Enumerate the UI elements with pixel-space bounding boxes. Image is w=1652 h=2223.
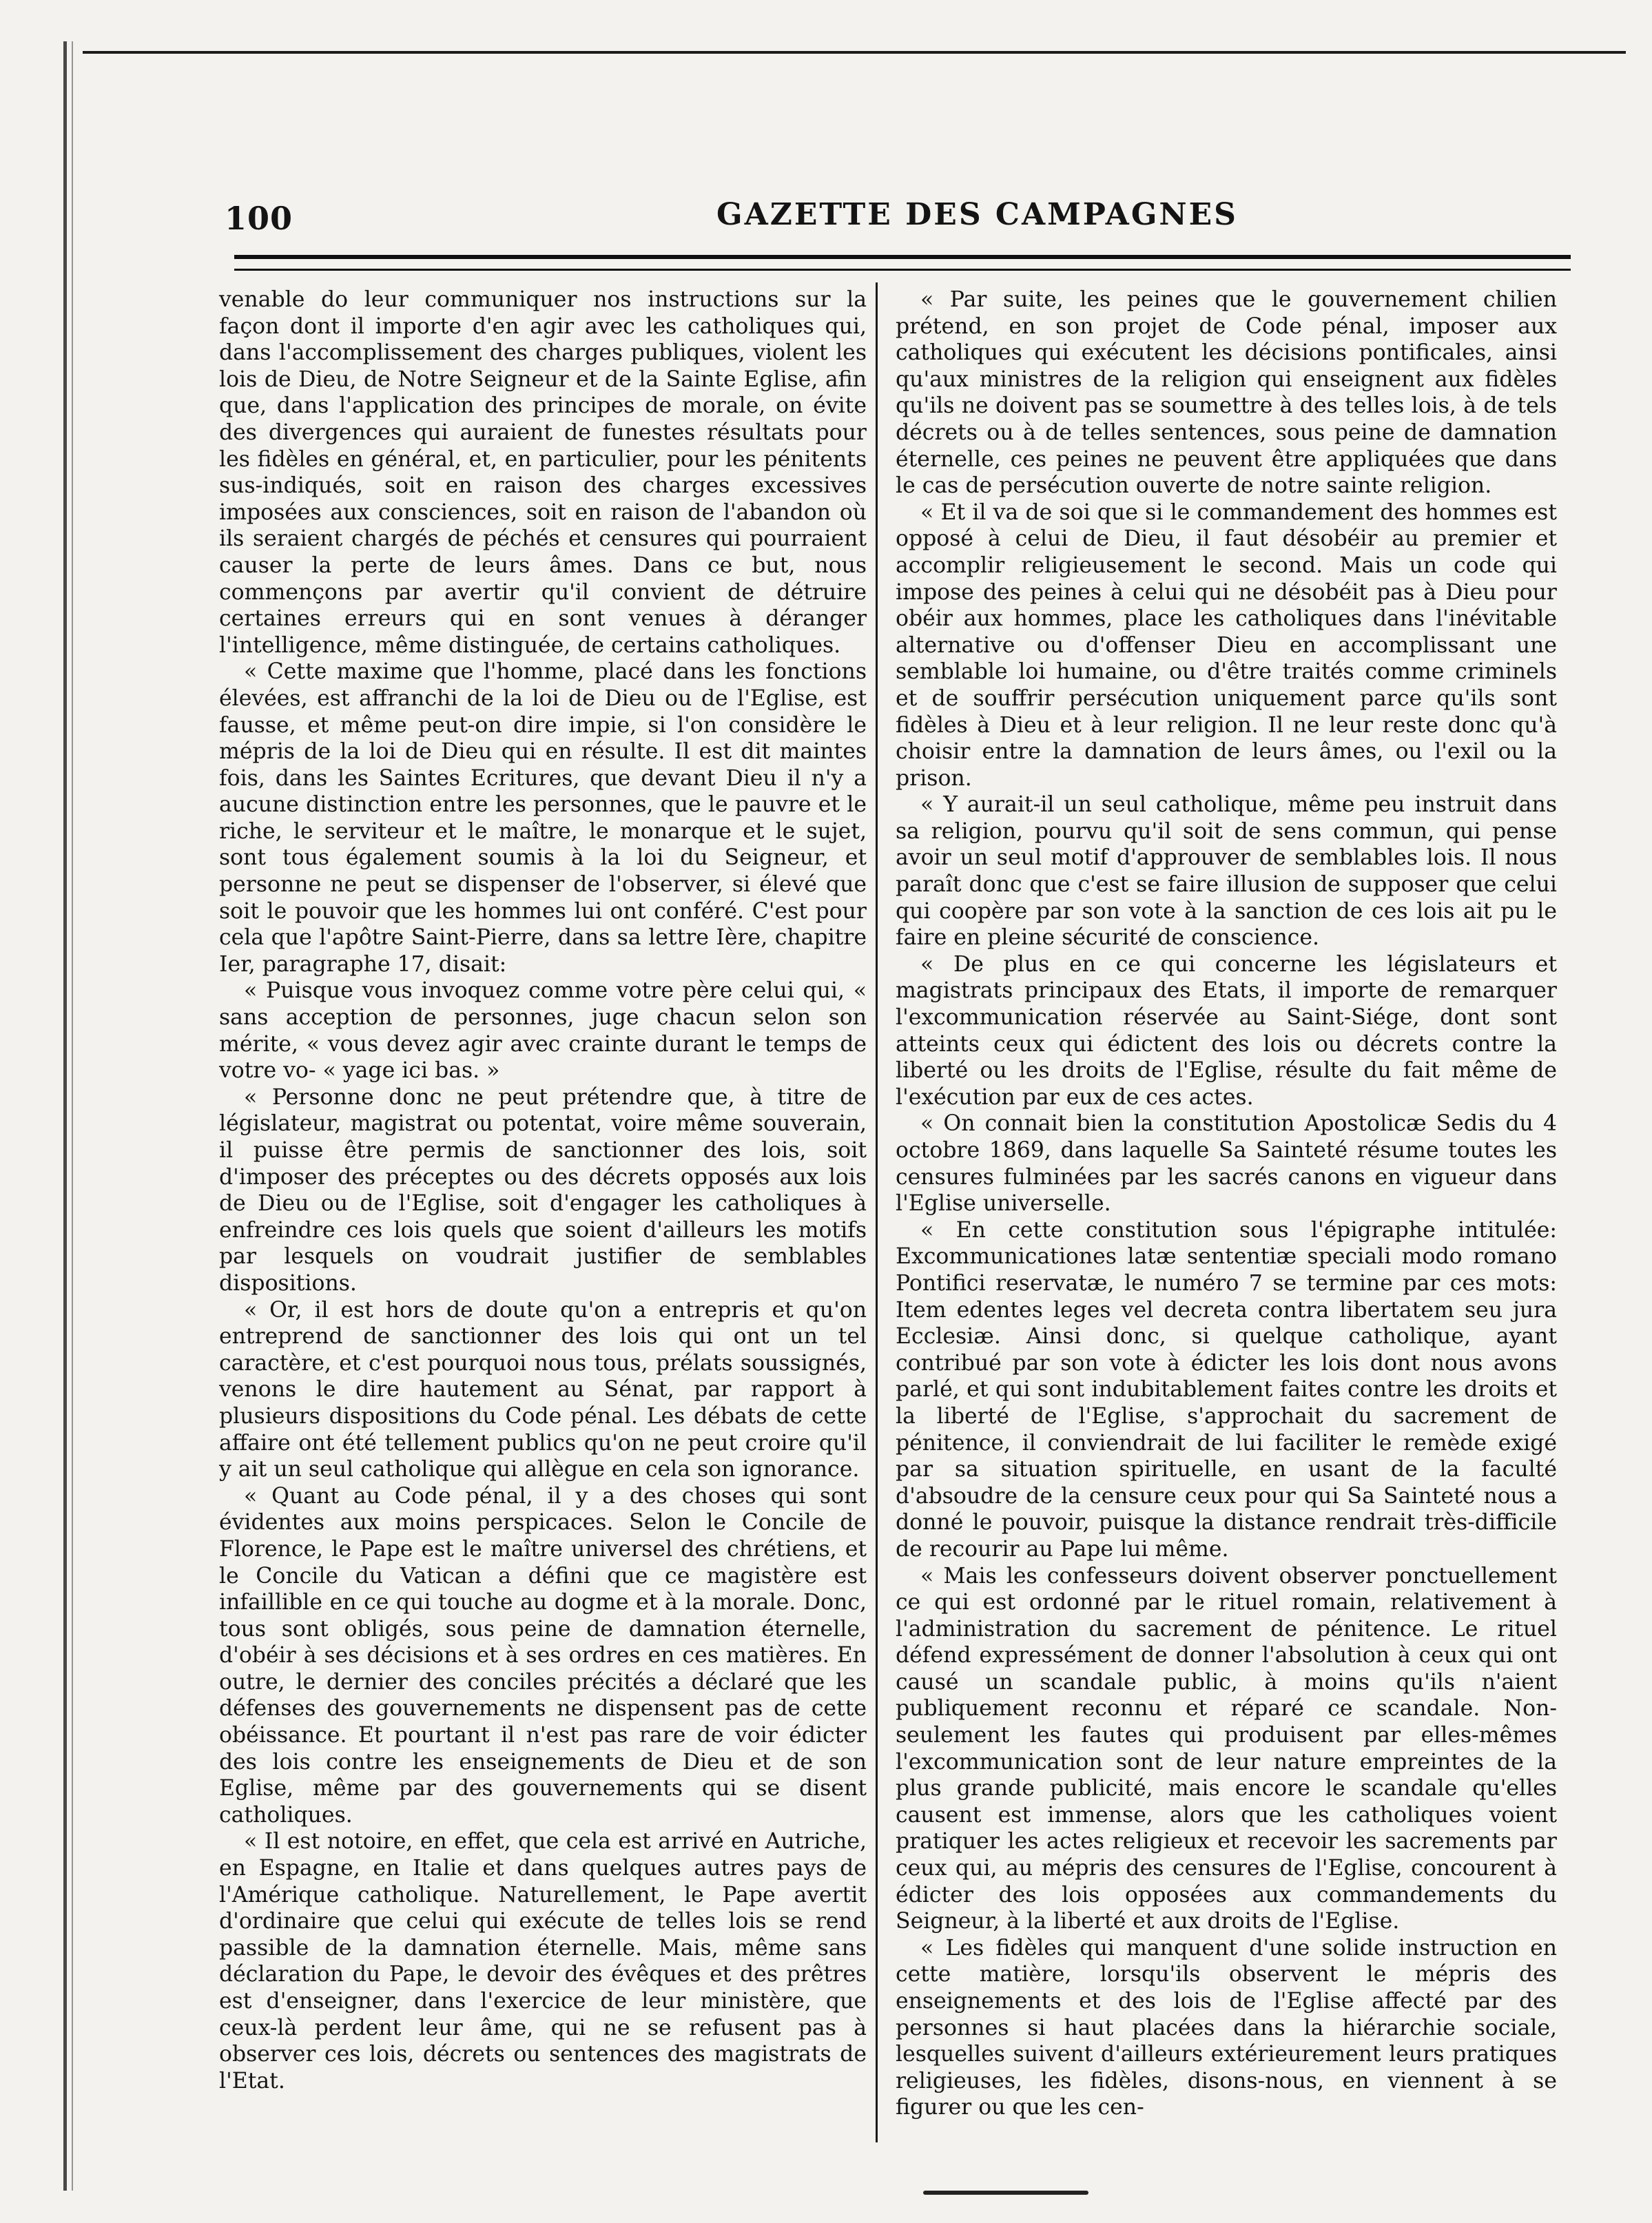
column-divider	[876, 282, 878, 2142]
paragraph: « De plus en ce qui concerne les législateurs et magistrats principaux des Etats, il importe de remarquer l'excommunication réservée au Saint-Siége, dont sont atteints ceux qui édictent des lois ou décrets contre la liberté ou les droits de l'Eglise, résulte du fait même de l'exécution par eux de ces actes.	[896, 951, 1557, 1110]
paragraph: « Les fidèles qui manquent d'une solide instruction en cette matière, lorsqu'ils observent le mépris des enseignements et des lois de l'Eglise affecté par des personnes si haut placées dans la hiérarchie sociale, lesquelles suivent d'ailleurs extérieurement leurs pratiques religieuses, les fidèles, disons-nous, en viennent à se figurer ou que les cen-	[896, 1935, 1557, 2120]
paragraph: « Il est notoire, en effet, que cela est arrivé en Autriche, en Espagne, en Italie et dans quelques autres pays de l'Amérique catholique. Naturellement, le Pape avertit d'ordinaire que celui qui exécute de telles lois se rend passible de la damnation éternelle. Mais, même sans déclaration du Pape, le devoir des évêques et des prêtres est d'enseigner, dans l'exercice de leur ministère, que ceux-là perdent leur âme, qui ne se refusent pas à observer ces lois, décrets ou sentences des magistrats de l'Etat.	[219, 1829, 867, 2093]
paragraph: « En cette constitution sous l'épigraphe intitulée: Excommunicationes latæ sententiæ speciali modo romano Pontifici reservatæ, le numéro 7 se termine par ces mots: Item edentes leges vel decreta contra libertatem seu jura Ecclesiæ. Ainsi donc, si quelque catholique, ayant contribué par son vote à édicter les lois dont nous avons parlé, et qui sont indubitablement faites contre les droits et la liberté de l'Eglise, s'approchait du sacrement de pénitence, il conviendrait de lui faciliter le remède exigé par sa situation spirituelle, en usant de la faculté d'absoudre de la censure ceux pour qui Sa Sainteté nous a donné le pouvoir, puisque la distance rendrait très-difficile de recourir au Pape lui même.	[896, 1217, 1557, 1562]
paragraph: « Par suite, les peines que le gouvernement chilien prétend, en son projet de Code pénal, imposer aux catholiques qui exécutent les décisions pontificales, ainsi qu'aux ministres de la religion qui enseignent aux fidèles qu'ils ne doivent pas se soumettre à des telles lois, à de tels décrets ou à de telles sentences, sous peine de damnation éternelle, ces peines ne peuvent être appliquées que dans le cas de persécution ouverte de notre sainte religion.	[896, 287, 1557, 499]
page-edge-rule	[63, 41, 67, 2191]
bottom-ornament	[923, 2191, 1088, 2195]
page-edge-rule-thin	[72, 41, 73, 2191]
paragraph: « Et il va de soi que si le commandement des hommes est opposé à celui de Dieu, il faut désobéir au premier et accomplir religieusement le second. Mais un code qui impose des peines à celui qui ne désobéit pas à Dieu pour obéir aux hommes, place les catholiques dans l'inévitable alternative ou d'offenser Dieu en accomplissant une semblable loi humaine, ou d'être traités comme criminels et de souffrir persécution uniquement parce qu'ils sont fidèles à Dieu et à leur religion. Il ne leur reste donc qu'à choisir entre la damnation de leurs âmes, ou l'exil ou la prison.	[896, 499, 1557, 791]
running-title: GAZETTE DES CAMPAGNES	[716, 197, 1238, 232]
paragraph: « Puisque vous invoquez comme votre père celui qui, « sans acception de personnes, juge chacun selon son mérite, « vous devez agir avec crainte durant le temps de votre vo- « yage ici bas. »	[219, 978, 867, 1084]
header-rule-thick	[234, 255, 1571, 259]
left-column	[219, 287, 867, 2094]
paragraph: « Mais les confesseurs doivent observer ponctuellement ce qui est ordonné par le rituel romain, relativement à l'administration du sacrement de pénitence. Le rituel défend expressément de donner l'absolution à ceux qui ont causé un scandale public, à moins qu'ils n'aient publiquement reconnu et réparé ce scandale. Non-seulement les fautes qui produisent par elles-mêmes l'excommunication sont de leur nature empreintes de la plus grande publicité, mais encore le scandale qu'elles causent est immense, alors que les catholiques voient pratiquer les actes religieux et recevoir les sacrements par ceux qui, au mépris des censures de l'Eglise, concourent à édicter des lois opposées aux commandements du Seigneur, à la liberté et aux droits de l'Eglise.	[896, 1563, 1557, 1934]
paragraph: « Quant au Code pénal, il y a des choses qui sont évidentes aux moins perspicaces. Selon le Concile de Florence, le Pape est le maître universel des chrétiens, et le Concile du Vatican a défini que ce magistère est infaillible en ce qui touche au dogme et à la morale. Donc, tous sont obligés, sous peine de damnation éternelle, d'obéir à ses décisions et à ses ordres en ces matières. En outre, le dernier des conciles précités a déclaré que les défenses des gouvernements ne dispensent pas de cette obéissance. Et pourtant il n'est pas rare de voir édicter des lois contre les enseignements de Dieu et de son Eglise, même par des gouvernements qui se disent catholiques.	[219, 1483, 867, 1828]
paragraph: « Cette maxime que l'homme, placé dans les fonctions élevées, est affranchi de la loi de Dieu ou de l'Eglise, est fausse, et même peut-on dire impie, si l'on considère le mépris de la loi de Dieu qui en résulte. Il est dit maintes fois, dans les Saintes Ecritures, que devant Dieu il n'y a aucune distinction entre les personnes, que le pauvre et le riche, le serviteur et le maître, le monarque et le sujet, sont tous également soumis à la loi du Seigneur, et personne ne peut se dispenser de l'observer, si élevé que soit le pouvoir que les hommes lui ont conféré. C'est pour cela que l'apôtre Saint-Pierre, dans sa lettre Ière, chapitre Ier, paragraphe 17, disait:	[219, 659, 867, 977]
paragraph: « Or, il est hors de doute qu'on a entrepris et qu'on entreprend de sanctionner des lois qui ont un tel caractère, et c'est pourquoi nous tous, prélats soussignés, venons le dire hautement au Sénat, par rapport à plusieurs dispositions du Code pénal. Les débats de cette affaire ont été tellement publics qu'on ne peut croire qu'il y ait un seul catholique qui allègue en cela son ignorance.	[219, 1297, 867, 1482]
page-number: 100	[225, 200, 293, 237]
paragraph: venable do leur communiquer nos instructions sur la façon dont il importe d'en agir avec les catholiques qui, dans l'accomplissement des charges publiques, violent les lois de Dieu, de Notre Seigneur et de la Sainte Eglise, afin que, dans l'application des principes de morale, on évite des divergences qui auraient de funestes résultats pour les fidèles en général, et, en particulier, pour les pénitents sus-indiqués, soit en raison des charges excessives imposées aux consciences, soit en raison de l'abandon où ils seraient chargés de péchés et censures qui pourraient causer la perte de leurs âmes. Dans ce but, nous commençons par avertir qu'il convient de détruire certaines erreurs qui en sont venues à déranger l'intelligence, même distinguée, de certains catholiques.	[219, 287, 867, 658]
header-rule-thin	[234, 269, 1571, 271]
top-rule	[83, 51, 1626, 54]
paragraph: « Personne donc ne peut prétendre que, à titre de législateur, magistrat ou potentat, voire même souverain, il puisse être permis de sanctionner des lois, soit d'imposer des préceptes ou des décrets opposés aux lois de Dieu ou de l'Eglise, soit d'engager les catholiques à enfreindre ces lois quels que soient d'ailleurs les motifs par lesquels on voudrait justifier de semblables dispositions.	[219, 1084, 867, 1296]
right-column	[896, 287, 1557, 2121]
paragraph: « On connait bien la constitution Apostolicæ Sedis du 4 octobre 1869, dans laquelle Sa Sainteté résume toutes les censures fulminées par les sacrés canons en vigueur dans l'Eglise universelle.	[896, 1111, 1557, 1217]
paragraph: « Y aurait-il un seul catholique, même peu instruit dans sa religion, pourvu qu'il soit de sens commun, qui pense avoir un seul motif d'approuver de semblables lois. Il nous paraît donc que c'est se faire illusion de supposer que celui qui coopère par son vote à la sanction de ces lois ait pu le faire en pleine sécurité de conscience.	[896, 792, 1557, 951]
